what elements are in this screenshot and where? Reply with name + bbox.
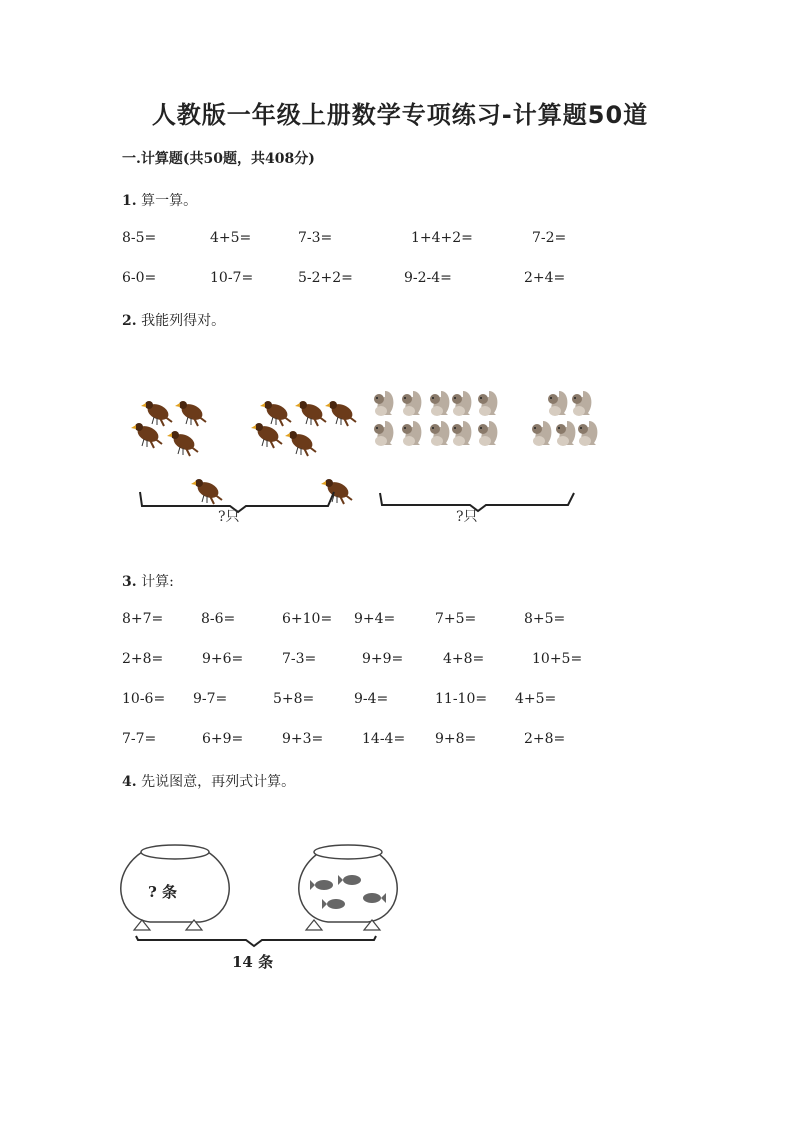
squirrel-icon [548, 391, 567, 416]
question-number: 4. [122, 774, 137, 790]
equation: 6-0= [122, 270, 157, 286]
squirrel-icon [430, 421, 449, 446]
squirrel-icon [578, 421, 597, 446]
equation: 4+5= [210, 230, 252, 246]
equation: 10-6= [122, 691, 166, 707]
fishbowl-with-fish [299, 845, 397, 930]
squirrel-icon [374, 391, 393, 416]
question-number: 2. [122, 313, 137, 329]
question-text: 先说图意，再列式计算。 [141, 774, 296, 790]
brace [136, 936, 376, 946]
squirrel-answer-label: ?只 [456, 509, 478, 525]
question-1 [122, 190, 197, 210]
squirrels-illustration [370, 385, 600, 525]
squirrel-icon [430, 391, 449, 416]
equation: 6+10= [282, 611, 333, 627]
equation: 8-5= [122, 230, 157, 246]
eagle-icon [321, 479, 352, 504]
squirrel-icon [452, 421, 471, 446]
equation: 1+4+2= [411, 230, 473, 246]
question-text: 我能列得对。 [141, 313, 226, 329]
eagle-icon [167, 431, 198, 456]
equation: 7-2= [532, 230, 567, 246]
equation: 5-2+2= [298, 270, 353, 286]
equation: 6+9= [202, 731, 244, 747]
eagle-icon [325, 401, 356, 426]
eagle-icon [295, 401, 326, 426]
equation: 9+8= [435, 731, 477, 747]
equation: 8+5= [524, 611, 566, 627]
question-2 [122, 310, 225, 330]
equation: 9-7= [193, 691, 228, 707]
equation: 10+5= [532, 651, 583, 667]
eagles-illustration [120, 380, 370, 525]
eagle-icon [191, 479, 222, 504]
squirrel-icon [572, 391, 591, 416]
equation: 4+8= [443, 651, 485, 667]
equation: 9-4= [354, 691, 389, 707]
eagle-icon [131, 423, 162, 448]
equation: 7-3= [282, 651, 317, 667]
empty-bowl-label: ? 条 [148, 883, 178, 901]
equation: 8-6= [201, 611, 236, 627]
equation: 7-7= [122, 731, 157, 747]
question-text: 算一算。 [141, 193, 198, 209]
equation: 11-10= [435, 691, 488, 707]
question-4 [122, 771, 295, 791]
squirrel-icon [532, 421, 551, 446]
equation: 9+4= [354, 611, 396, 627]
eagle-icon [251, 423, 282, 448]
equation: 5+8= [273, 691, 315, 707]
question-number: 3. [122, 574, 137, 590]
equation: 2+8= [122, 651, 164, 667]
squirrel-icon [478, 421, 497, 446]
equation: 2+8= [524, 731, 566, 747]
section-heading: 一.计算题(共50题，共408分) [122, 151, 315, 167]
equation: 9+3= [282, 731, 324, 747]
equation: 14-4= [362, 731, 406, 747]
equation: 4+5= [515, 691, 557, 707]
eagle-icon [175, 401, 206, 426]
equation: 9+6= [202, 651, 244, 667]
eagle-icon [141, 401, 172, 426]
equation: 7-3= [298, 230, 333, 246]
eagle-answer-label: ?只 [218, 509, 240, 525]
equation: 9-2-4= [404, 270, 452, 286]
squirrel-icon [402, 391, 421, 416]
equation: 8+7= [122, 611, 164, 627]
equation: 2+4= [524, 270, 566, 286]
squirrel-icon [374, 421, 393, 446]
question-number: 1. [122, 193, 137, 209]
equation: 7+5= [435, 611, 477, 627]
squirrel-icon [402, 421, 421, 446]
equation: 9+9= [362, 651, 404, 667]
question-3 [122, 571, 174, 591]
squirrel-icon [478, 391, 497, 416]
eagle-icon [285, 431, 316, 456]
squirrel-icon [452, 391, 471, 416]
total-label: 14 条 [232, 953, 274, 971]
squirrel-icon [556, 421, 575, 446]
eagle-icon [260, 401, 291, 426]
question-text: 计算: [141, 574, 174, 590]
equation: 10-7= [210, 270, 254, 286]
page-title: 人教版一年级上册数学专项练习-计算题50道 [151, 101, 649, 129]
